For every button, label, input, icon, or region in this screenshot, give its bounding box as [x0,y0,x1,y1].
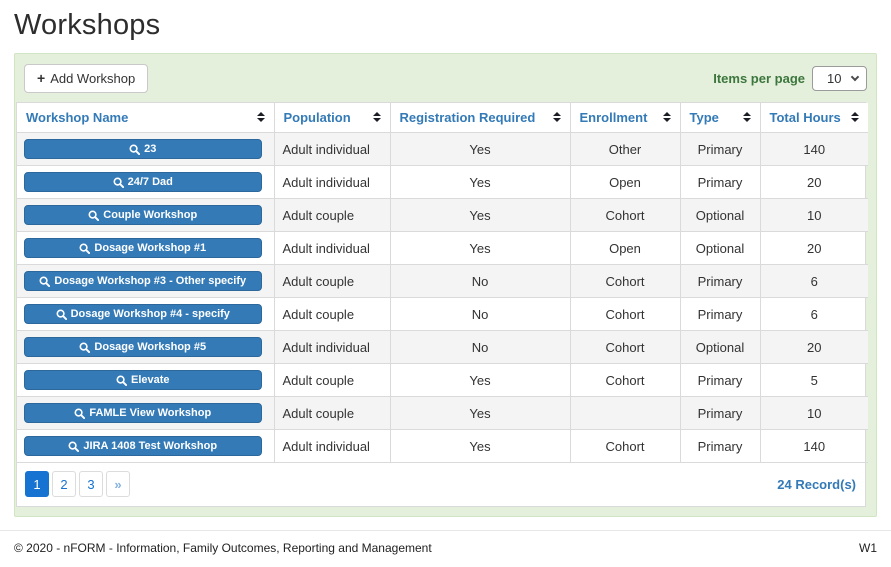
enrollment-cell: Open [570,232,680,265]
total-hours-cell: 140 [760,430,868,463]
total-hours-cell: 20 [760,232,868,265]
column-header-label: Workshop Name [26,110,129,125]
items-per-page-select-wrap [812,66,867,91]
workshop-name-label: Dosage Workshop #5 [94,341,207,353]
table-row [17,430,868,463]
search-icon [88,210,99,221]
workshop-name-cell [17,430,274,463]
column-header-registration-required[interactable] [390,103,570,133]
registration-required-cell: Yes [390,364,570,397]
type-cell: Optional [680,331,760,364]
workshop-name-label: JIRA 1408 Test Workshop [83,440,218,452]
total-hours-cell: 6 [760,298,868,331]
enrollment-cell: Cohort [570,331,680,364]
total-hours-cell: 20 [760,166,868,199]
workshop-name-cell [17,133,274,166]
pagination-next-button[interactable]: » [106,471,130,497]
registration-required-cell: No [390,331,570,364]
table-row [17,199,868,232]
population-cell: Adult couple [274,364,390,397]
total-hours-cell: 140 [760,133,868,166]
type-cell: Optional [680,199,760,232]
table-row [17,331,868,364]
enrollment-cell: Cohort [570,430,680,463]
population-cell: Adult couple [274,199,390,232]
column-header-total-hours[interactable] [760,103,868,133]
registration-required-cell: No [390,298,570,331]
workshop-name-button[interactable] [24,370,262,390]
table-row [17,397,868,430]
registration-required-cell: Yes [390,166,570,199]
workshop-name-cell [17,265,274,298]
workshop-name-label: Elevate [130,374,170,386]
sort-icon[interactable] [373,112,381,122]
workshop-name-label: 23 [144,143,157,155]
search-icon [79,243,90,254]
type-cell: Primary [680,364,760,397]
table-row [17,133,868,166]
column-header-label: Type [689,110,719,125]
registration-required-cell: Yes [390,397,570,430]
population-cell: Adult couple [274,397,390,430]
population-cell: Adult couple [274,298,390,331]
type-cell: Primary [680,298,760,331]
enrollment-cell: Cohort [570,298,680,331]
toolbar [15,62,876,94]
items-per-page [713,66,867,91]
workshop-name-cell [17,397,274,430]
workshop-name-cell [17,166,274,199]
table-row [17,298,868,331]
plus-icon: + [37,69,46,86]
table-row [17,232,868,265]
column-header-label: Registration Required [399,110,536,125]
search-icon [74,408,85,419]
registration-required-cell: Yes [390,232,570,265]
workshop-name-button[interactable] [24,205,262,225]
footer-version: W1 [859,541,877,555]
pagination-page-2[interactable]: 2 [52,471,76,497]
population-cell: Adult individual [274,232,390,265]
search-icon [113,177,124,188]
type-cell: Primary [680,430,760,463]
workshop-name-button[interactable] [24,271,262,291]
search-icon [68,441,79,452]
type-cell: Optional [680,232,760,265]
registration-required-cell: Yes [390,133,570,166]
footer-copyright: © 2020 - nFORM - Information, Family Outcomes, Reporting and Management [14,541,432,555]
workshops-table-container [16,102,866,507]
pagination-page-3[interactable]: 3 [79,471,103,497]
sort-icon[interactable] [663,112,671,122]
column-header-enrollment[interactable] [570,103,680,133]
enrollment-cell: Cohort [570,265,680,298]
column-header-label: Total Hours [769,110,841,125]
total-hours-cell: 10 [760,397,868,430]
pagination-page-1[interactable]: 1 [25,471,49,497]
table-row [17,166,868,199]
workshop-name-label: Couple Workshop [103,209,198,221]
page-footer [0,530,891,555]
add-workshop-button[interactable] [24,64,148,93]
workshop-name-button[interactable] [24,304,262,324]
workshop-name-button[interactable] [24,436,262,456]
items-per-page-label: Items per page [713,70,805,86]
workshop-name-label: Dosage Workshop #1 [94,242,207,254]
type-cell: Primary [680,397,760,430]
column-header-population[interactable] [274,103,390,133]
workshop-name-button[interactable] [24,139,262,159]
population-cell: Adult individual [274,133,390,166]
total-hours-cell: 20 [760,331,868,364]
population-cell: Adult individual [274,166,390,199]
workshop-name-cell [17,331,274,364]
sort-icon[interactable] [553,112,561,122]
search-icon [56,309,67,320]
pagination-bar [17,463,865,506]
search-icon [39,276,50,287]
workshop-name-button[interactable] [24,238,262,258]
enrollment-cell: Cohort [570,364,680,397]
workshop-name-label: FAMLE View Workshop [89,407,212,419]
population-cell: Adult couple [274,265,390,298]
record-count: 24 Record(s) [777,476,856,492]
workshop-name-button[interactable] [24,172,262,192]
type-cell: Primary [680,265,760,298]
enrollment-cell: Cohort [570,199,680,232]
workshop-name-cell [17,298,274,331]
registration-required-cell: Yes [390,199,570,232]
column-header-workshop-name[interactable] [17,103,274,133]
sort-icon[interactable] [743,112,751,122]
population-cell: Adult individual [274,430,390,463]
total-hours-cell: 10 [760,199,868,232]
search-icon [116,375,127,386]
table-row [17,364,868,397]
enrollment-cell: Open [570,166,680,199]
search-icon [79,342,90,353]
page-title: Workshops [14,9,161,41]
items-per-page-select[interactable] [812,66,867,91]
workshops-table [17,103,868,463]
sort-icon[interactable] [851,112,859,122]
table-row [17,265,868,298]
add-workshop-label: Add Workshop [50,70,136,86]
workshop-name-cell [17,364,274,397]
column-header-label: Enrollment [579,110,648,125]
main-content [0,9,891,517]
workshop-name-button[interactable] [24,403,262,423]
type-cell: Primary [680,166,760,199]
population-cell: Adult individual [274,331,390,364]
workshop-name-label: 24/7 Dad [127,176,173,188]
sort-icon[interactable] [257,112,265,122]
total-hours-cell: 5 [760,364,868,397]
table-header-row [17,103,868,133]
type-cell: Primary [680,133,760,166]
workshop-name-label: Dosage Workshop #4 - specify [70,308,230,320]
workshop-name-label: Dosage Workshop #3 - Other specify [54,275,247,287]
table-body [17,133,868,463]
workshop-name-button[interactable] [24,337,262,357]
column-header-label: Population [283,110,351,125]
workshops-panel [14,53,877,517]
workshop-name-cell [17,199,274,232]
column-header-type[interactable] [680,103,760,133]
enrollment-cell [570,397,680,430]
pagination [25,471,133,497]
search-icon [129,144,140,155]
enrollment-cell: Other [570,133,680,166]
registration-required-cell: Yes [390,430,570,463]
registration-required-cell: No [390,265,570,298]
workshop-name-cell [17,232,274,265]
total-hours-cell: 6 [760,265,868,298]
